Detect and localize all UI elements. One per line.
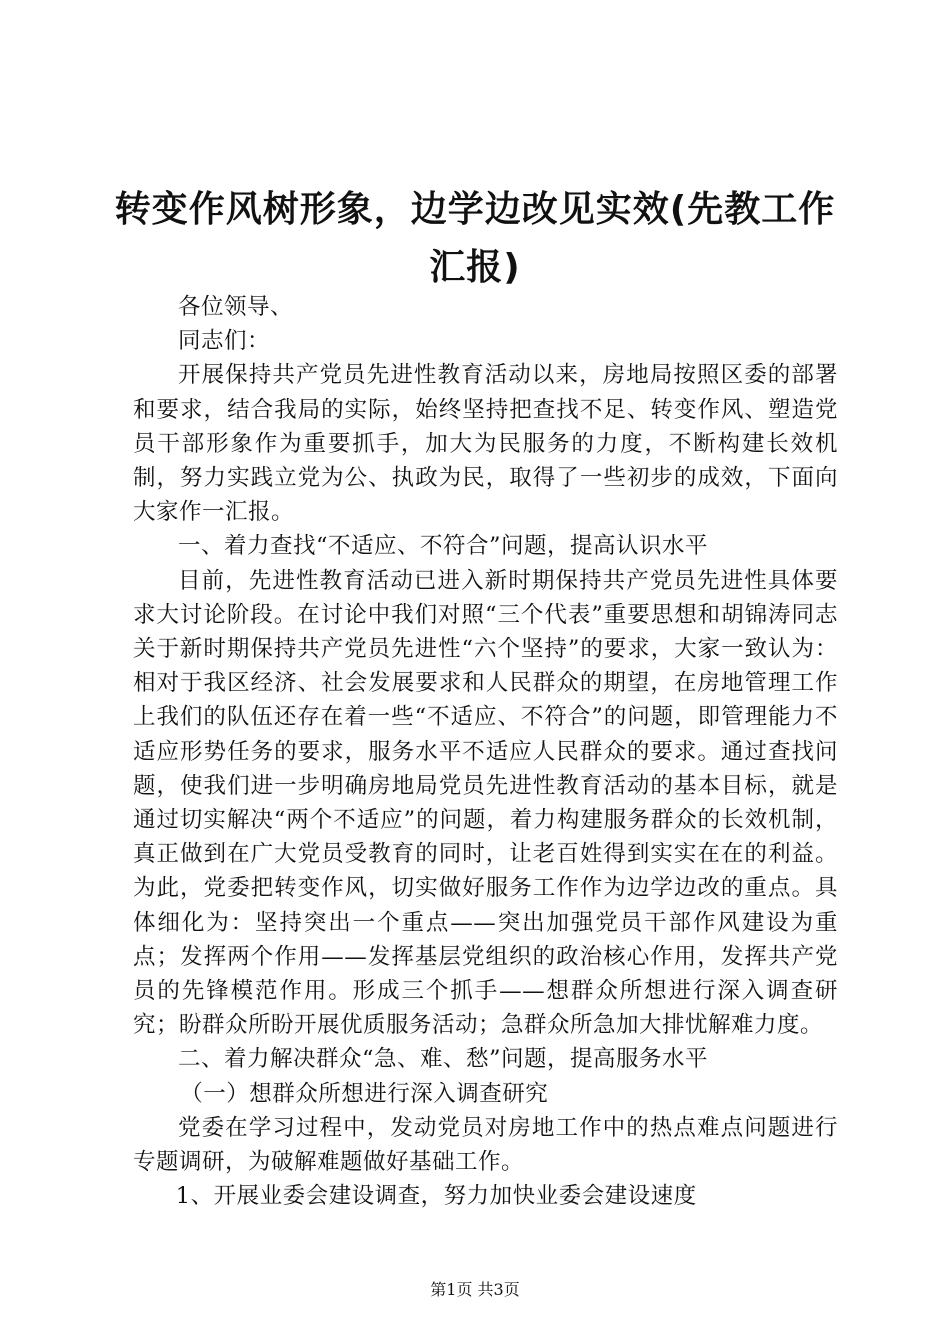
paragraph-intro: 开展保持共产党员先进性教育活动以来，房地局按照区委的部署和要求，结合我局的实际，始终坚持把查找不足、转变作风、塑造党员干部形象作为重要抓手，加大为民服务的力度，不断构建长效机制，努力实践立党为公、执政为民，取得了一些初步的成效，下面向大家作一汇报。 [133,362,838,526]
document-title-line1: 转变作风树形象，边学边改见实效(先教工作 [114,189,836,230]
document-body [133,290,838,1213]
paragraph-subsection-1: 党委在学习过程中，发动党员对房地工作中的热点难点问题进行专题调研，为破解难题做好基础工作。 [133,1114,838,1176]
section-heading-2: 二、着力解决群众“急、难、愁”问题，提高服务水平 [178,1046,709,1073]
salutation-comrades: 同志们： [178,328,271,355]
salutation-leaders: 各位领导、 [178,294,294,320]
paragraph-section-1: 目前，先进性教育活动已进入新时期保持共产党员先进性具体要求大讨论阶段。在讨论中我们对照“三个代表”重要思想和胡锦涛同志关于新时期保持共产党员先进性“六个坚持”的要求，大家一致认为：相对于我区经济、社会发展要求和人民群众的期望，在房地管理工作上我们的队伍还存在着一些“不适应、不符合”的问题，即管理能力不适应形势任务的要求，服务水平不适应人民群众的要求。通过查找问题，使我们进一步明确房地局党员先进性教育活动的基本目标，就是通过切实解决“两个不适应”的问题，着力构建服务群众的长效机制，真正做到在广大党员受教育的同时，让老百姓得到实实在在的利益。为此，党委把转变作风，切实做好服务工作作为边学边改的重点。具体细化为：坚持突出一个重点——突出加强党员干部作风建设为重点；发挥两个作用——发挥基层党组织的政治核心作用，发挥共产党员的先锋模范作用。形成三个抓手——想群众所想进行深入调查研究；盼群众所盼开展优质服务活动；急群众所急加大排忧解难力度。 [133,567,838,1039]
list-item-1: 1、开展业委会建设调查，努力加快业委会建设速度 [175,1183,697,1210]
subsection-heading-1: （一）想群众所想进行深入调查研究 [180,1080,549,1107]
section-heading-1: 一、着力查找“不适应、不符合”问题，提高认识水平 [178,533,709,560]
page-footer: 第1页 共3页 [430,1280,520,1299]
document-title-line2: 汇报) [429,247,521,288]
